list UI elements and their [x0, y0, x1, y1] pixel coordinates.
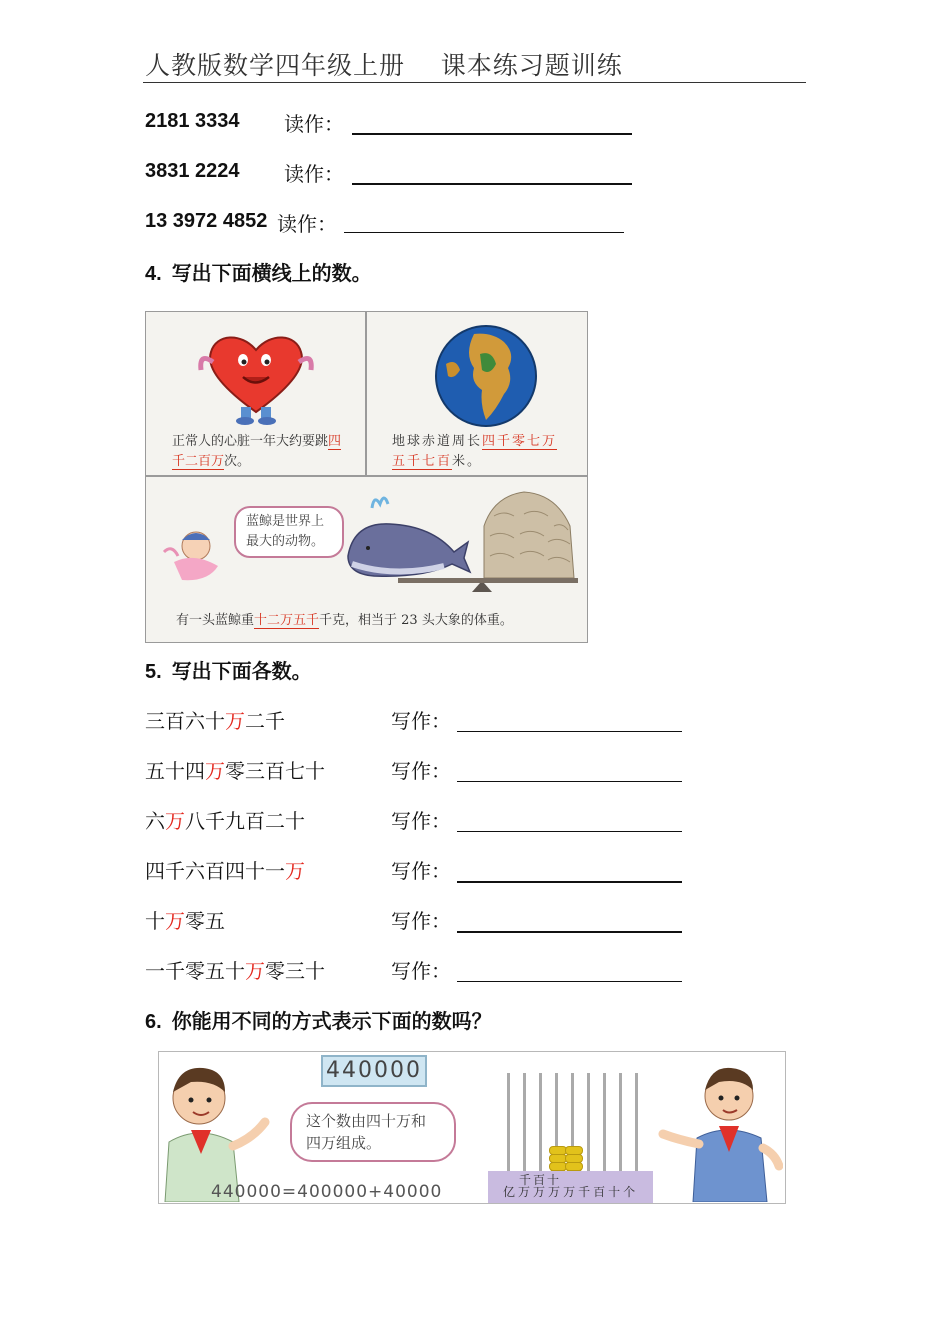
abacus-label-wan: 万 [518, 1185, 534, 1199]
question-5-title [145, 655, 312, 684]
write-answer-blank-4[interactable] [457, 881, 682, 883]
header-divider [143, 82, 806, 83]
write-answer-blank-3[interactable] [457, 831, 682, 832]
abacus-rod [523, 1073, 526, 1179]
write-item-1-unit: 万 [225, 709, 245, 733]
write-item-4 [145, 855, 305, 884]
write-item-3-pre: 六 [145, 809, 165, 833]
write-label-6: 写作： [391, 959, 451, 983]
write-item-6-pre: 一千零五十 [145, 959, 245, 983]
question-6-text: 你能用不同的方式表示下面的数吗？ [171, 1009, 492, 1033]
read-number-1: 2181 3334 [145, 110, 240, 132]
write-item-2-post: 零三百七十 [225, 759, 325, 783]
abacus-rod [619, 1073, 622, 1179]
abacus-label-wan: 万 [533, 1185, 549, 1199]
write-item-5-post: 零五 [185, 909, 225, 933]
question-6-title [145, 1005, 492, 1034]
page-header-title: 人教版数学四年级上册 课本练习题训练 [145, 51, 623, 80]
write-item-2-pre: 五十四 [145, 759, 205, 783]
question-6-illustration [158, 1051, 786, 1204]
whale-speech-bubble: 蓝鲸是世界上最大的动物。 [234, 506, 344, 558]
heart-caption-end: 次。 [224, 454, 251, 469]
write-item-6-post: 零三十 [265, 959, 325, 983]
write-item-3-post: 八千九百二十 [185, 809, 305, 833]
write-item-2-unit: 万 [205, 759, 225, 783]
read-answer-blank-2[interactable] [352, 183, 632, 185]
earth-globe-image [434, 324, 538, 428]
write-label-2: 写作： [391, 759, 451, 783]
write-item-6 [145, 955, 325, 984]
heart-caption-text: 正常人的心脏一年大约要跳 [172, 434, 329, 449]
question-6-number: 6. [145, 1011, 162, 1033]
heart-caption [172, 432, 348, 472]
boy-right-image [657, 1058, 783, 1202]
write-label-5: 写作： [391, 909, 451, 933]
write-item-1-post: 二千 [245, 709, 285, 733]
heart-caption-number: 四千二百万 [172, 434, 342, 469]
earth-caption-number: 四千零七万五千七百 [392, 434, 558, 469]
abacus-rod [635, 1073, 638, 1179]
write-item-1-pre: 三百六十 [145, 709, 225, 733]
write-item-3 [145, 805, 305, 834]
question-5-text: 写出下面各数。 [171, 659, 312, 683]
write-answer-blank-1[interactable] [457, 731, 682, 732]
write-item-5 [145, 905, 225, 934]
write-label-4: 写作： [391, 859, 451, 883]
read-label-3: 读作： [277, 212, 337, 236]
write-item-5-pre: 十 [145, 909, 165, 933]
heart-character-image [181, 322, 331, 427]
cartoon-girl-image [158, 522, 228, 592]
whale-caption [176, 611, 576, 631]
write-answer-blank-2[interactable] [457, 781, 682, 782]
abacus-label-qian: 千 [578, 1185, 594, 1199]
question-4-illustration [145, 311, 588, 643]
panel-divider-vertical [365, 312, 367, 475]
abacus-label-hundred: 百 [533, 1173, 548, 1187]
boy-left-image [161, 1058, 271, 1202]
abacus-label-wan: 万 [548, 1185, 564, 1199]
abacus-label-bai: 百 [593, 1185, 609, 1199]
write-item-5-unit: 万 [165, 909, 185, 933]
abacus-label-wan: 万 [563, 1185, 579, 1199]
question-4-text: 写出下面横线上的数。 [171, 261, 372, 285]
read-label-2: 读作： [284, 162, 344, 186]
abacus-label-thousand: 千 [519, 1173, 534, 1187]
abacus-label-shi: 十 [608, 1185, 624, 1199]
read-number-3: 13 3972 4852 [145, 210, 268, 232]
abacus [491, 1052, 656, 1203]
read-label-1: 读作： [284, 112, 344, 136]
write-label-1: 写作： [391, 709, 451, 733]
abacus-rod [587, 1073, 590, 1179]
write-label-3: 写作： [391, 809, 451, 833]
whale-caption-end: 千克，相当于 23 头大象的体重。 [319, 613, 513, 628]
earth-caption [392, 432, 570, 472]
write-item-4-pre: 四千六百四十一 [145, 859, 285, 883]
write-item-6-unit: 万 [245, 959, 265, 983]
abacus-rod [507, 1073, 510, 1179]
decomposition-equation: 440000=400000+40000 [211, 1182, 443, 1202]
boy-speech-bubble: 这个数由四十万和四万组成。 [290, 1102, 456, 1162]
write-item-1 [145, 705, 285, 734]
write-item-3-unit: 万 [165, 809, 185, 833]
write-item-2 [145, 755, 325, 784]
abacus-label-yi: 亿 [503, 1185, 519, 1199]
abacus-rod [603, 1073, 606, 1179]
whale-caption-number: 十二万五千 [254, 613, 320, 628]
panel-divider-horizontal [146, 475, 587, 477]
abacus-label-ge: 个 [623, 1185, 639, 1199]
write-answer-blank-5[interactable] [457, 931, 682, 933]
number-display-box: 440000 [321, 1055, 427, 1087]
question-4-title [145, 257, 372, 286]
question-5-number: 5. [145, 661, 162, 683]
whale-and-elephants-scale-image [344, 486, 584, 594]
abacus-rod [539, 1073, 542, 1179]
abacus-label-ten: 十 [547, 1173, 562, 1187]
whale-caption-text: 有一头蓝鲸重 [176, 613, 255, 628]
read-answer-blank-1[interactable] [352, 133, 632, 135]
write-item-4-unit: 万 [285, 859, 305, 883]
question-4-number: 4. [145, 263, 162, 285]
earth-caption-end: 米。 [452, 454, 483, 469]
write-answer-blank-6[interactable] [457, 981, 682, 982]
abacus-bottom-labels [503, 1183, 638, 1200]
read-answer-blank-3[interactable] [344, 232, 624, 233]
earth-caption-text: 地球赤道周长 [392, 434, 483, 449]
read-number-2: 3831 2224 [145, 160, 240, 182]
